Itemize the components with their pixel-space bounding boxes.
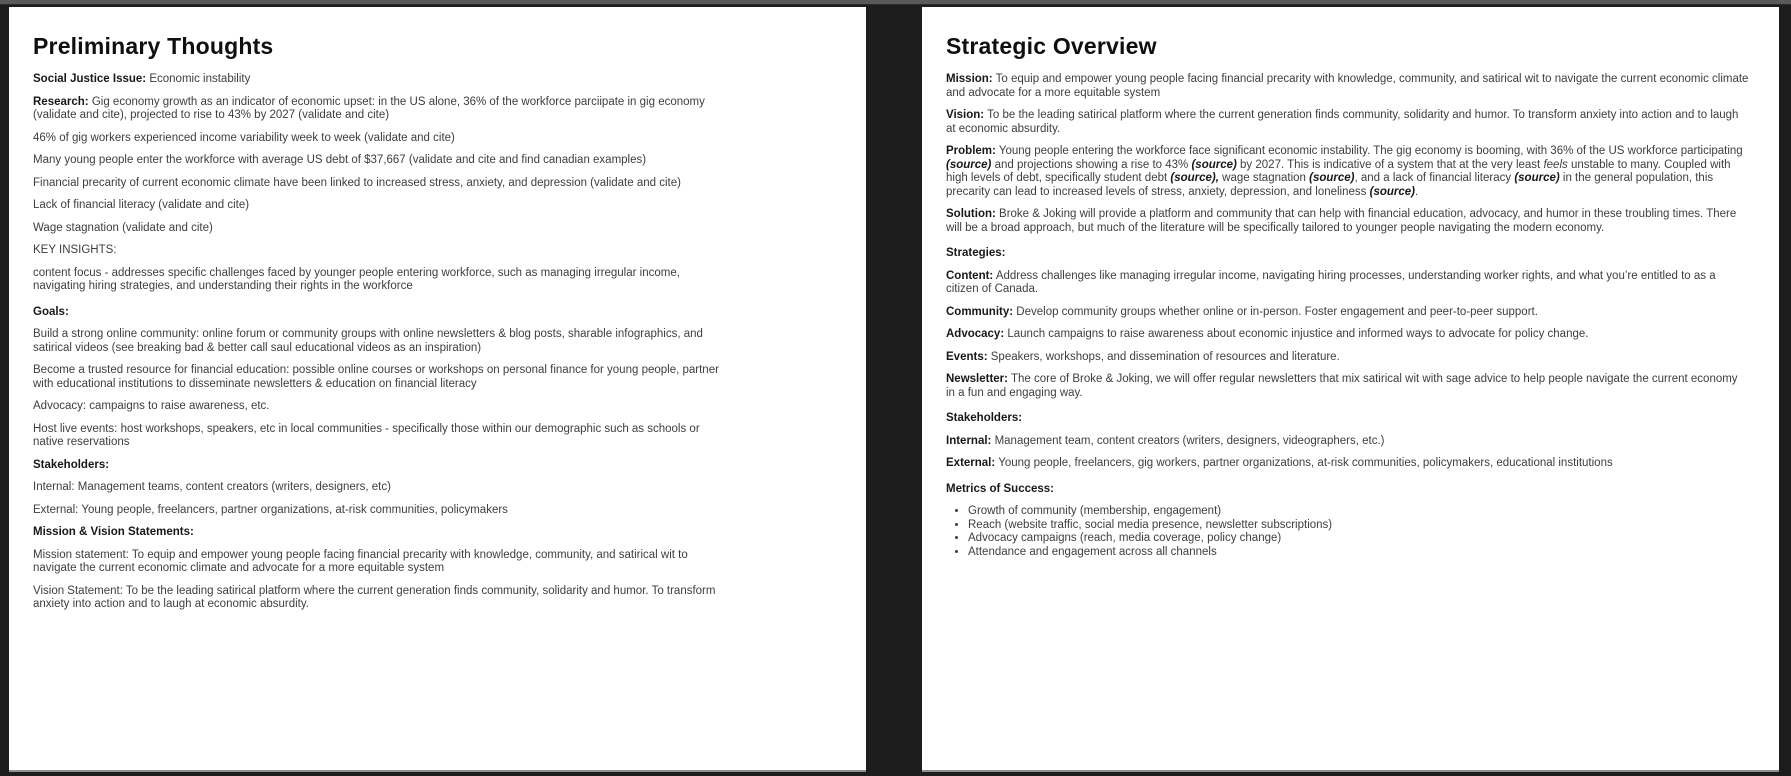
paragraph: External: Young people, freelancers, gig workers, partner organizations, at-risk communities, policymakers, educational institutions [946, 457, 1613, 469]
paragraph-label: Advocacy: [946, 328, 1005, 340]
paragraph-label: Strategies: [946, 247, 1006, 259]
paragraph: Solution: Broke & Joking will provide a platform and community that can help with financial education, advocacy, and humor in these troubling times. There will be a broad approach, but much of the literature will be specifically tailored to younger people navigating the modern economy. [946, 208, 1737, 234]
list-item: • Advocacy campaigns (reach, media coverage, policy change) [968, 532, 1749, 546]
paragraph: Vision Statement: To be the leading satirical platform where the current generation finds community, solidarity and humor. To transform anxiety into action and to laugh at economic absurdity. [33, 584, 716, 610]
paragraph: Lack of financial literacy (validate and cite) [33, 199, 250, 211]
paragraph: Events: Speakers, workshops, and dissemination of resources and literature. [946, 350, 1340, 363]
paragraph: 46% of gig workers experienced income variability week to week (validate and cite) [33, 131, 455, 144]
paragraph-label: Mission: [946, 73, 993, 85]
paragraph: External: Young people, freelancers, partner organizations, at-risk communities, policymakers [33, 503, 508, 516]
paragraph-label: Community: [946, 305, 1014, 318]
section-heading [946, 247, 1749, 261]
paragraph: KEY INSIGHTS: [33, 244, 117, 256]
paragraph: Community: Develop community groups whether online or in-person. Foster engagement and peer-to-peer support. [946, 305, 1538, 318]
paragraph: Internal: Management team, content creators (writers, designers, videographers, etc.) [946, 434, 1385, 447]
paragraph: Many young people enter the workforce with average US debt of $37,667 (validate and cite and find canadian examples) [33, 154, 647, 166]
top-border [0, 0, 1791, 5]
paragraph-label: Newsletter: [946, 373, 1008, 385]
paragraph-label: Metrics of Success: [946, 482, 1055, 495]
paragraph: Advocacy: Launch campaigns to raise awareness about economic injustice and informed ways to advocate for policy change. [946, 328, 1589, 340]
paragraph: Become a trusted resource for financial education: possible online courses or workshops on personal finance for young people, partner with educational institutions to disseminate newsletters & education on financial literacy [33, 364, 719, 390]
source-citation: (source) [1191, 158, 1237, 171]
paragraph: Wage stagnation (validate and cite) [33, 221, 213, 234]
paragraph-label: Research: [33, 95, 89, 108]
paragraph-label: Social Justice Issue: [33, 73, 147, 85]
source-citation: (source) [1309, 172, 1355, 184]
source-citation: (source) [1369, 185, 1415, 198]
paragraph: Newsletter: The core of Broke & Joking, we will offer regular newsletters that mix satirical wit with sage advice to help people navigate the current economy in a fun and engaging way. [946, 373, 1738, 399]
page-strategic-overview [922, 7, 1779, 772]
paragraph-label: Content: [946, 269, 994, 282]
list-item: • Growth of community (membership, engagement) [968, 505, 1749, 519]
paragraph: content focus - addresses specific challenges faced by younger people entering workforce, such as managing irregular income, navigating hiring strategies, and understanding their rights in the workforce [33, 266, 680, 292]
paragraph: Research: Gig economy growth as an indicator of economic upset: in the US alone, 36% of the workforce parciipate in gig economy (validate and cite), projected to rise to 43% by 2027 (validate and cite) [33, 95, 705, 121]
page-title: Preliminary Thoughts [33, 33, 274, 59]
paragraph-label: Vision: [946, 109, 985, 121]
paragraph: Financial precarity of current economic climate have been linked to increased stress, anxiety, and depression (validate and cite) [33, 176, 681, 189]
section-heading [33, 306, 731, 320]
paragraph-label: Mission & Vision Statements: [33, 526, 194, 538]
section-heading [946, 412, 1749, 426]
source-citation: (source), [1170, 172, 1219, 184]
page-preliminary-thoughts [9, 7, 866, 772]
source-citation: (source) [946, 158, 992, 171]
paragraph-label: Solution: [946, 208, 996, 220]
source-citation: (source) [1514, 172, 1560, 184]
paragraph: Mission: To equip and empower young people facing financial precarity with knowledge, community, and satirical wit to navigate the current economic climate and advocate for a more equitable system [946, 73, 1749, 99]
paragraph: Content: Address challenges like managing irregular income, navigating hiring processes, understanding worker rights, and what you’re entitled to as a citizen of Canada. [946, 269, 1716, 295]
paragraph-label: Problem: [946, 145, 996, 157]
paragraph: Advocacy: campaigns to raise awareness, etc. [33, 400, 270, 412]
paragraph-label: Events: [946, 350, 988, 363]
metrics-list [946, 505, 1749, 559]
page-title: Strategic Overview [946, 33, 1157, 59]
paragraph: Host live events: host workshops, speakers, etc in local communities - specifically those within our demographic such as schools or native reservations [33, 422, 700, 448]
paragraph: Build a strong online community: online forum or community groups with online newsletters & blog posts, sharable infographics, and satirical videos (see breaking bad & better call saul educational videos as an inspiration) [33, 328, 703, 354]
section-heading [946, 483, 1749, 497]
paragraph: Problem: Young people entering the workforce face significant economic instability. The gig economy is booming, with 36% of the US workforce participating (source) and projections showing a rise to 43% (source) by 2027. This is indicative of a system that at the very least feels unstable to many. Coupled with high levels of debt, specifically student debt (source), wage stagnation (source), and a lack of financial literacy (source) in the general population, this precarity can lead to increased levels of stress, anxiety, depression, and loneliness (source). [946, 145, 1743, 198]
paragraph-label: Stakeholders: [33, 458, 110, 471]
paragraph-label: Internal: [946, 434, 992, 447]
list-item: • Reach (website traffic, social media presence, newsletter subscriptions) [968, 519, 1749, 533]
paragraph-label: Goals: [33, 305, 69, 318]
paragraph: Social Justice Issue: Economic instability [33, 73, 251, 85]
section-heading [33, 526, 731, 540]
paragraph-label: External: [946, 457, 996, 469]
list-item: • Attendance and engagement across all channels [968, 546, 1749, 560]
paragraph: Internal: Management teams, content creators (writers, designers, etc) [33, 481, 391, 493]
paragraph-label: Stakeholders: [946, 412, 1023, 424]
paragraph: Mission statement: To equip and empower young people facing financial precarity with knowledge, community, and satirical wit to navigate the current economic climate and advocate for a more equitable system [33, 548, 688, 574]
paragraph: Vision: To be the leading satirical platform where the current generation finds community, solidarity and humor. To transform anxiety into action and to laugh at economic absurdity. [946, 109, 1739, 135]
section-heading [33, 459, 731, 473]
